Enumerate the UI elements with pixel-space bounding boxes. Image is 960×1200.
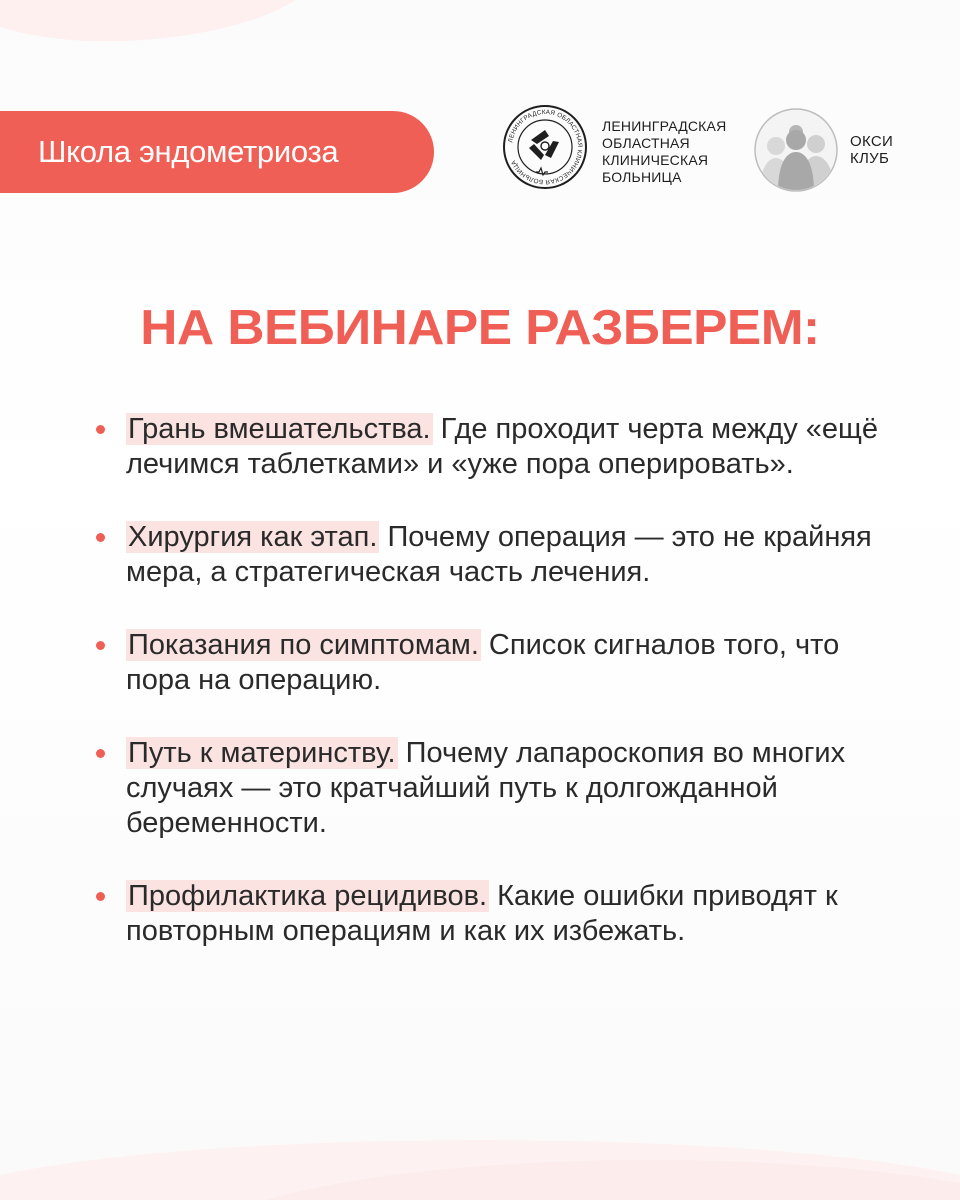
item-title: Путь к материнству. bbox=[128, 737, 396, 769]
item-text: Список сигналов того, что пора на операцию. bbox=[126, 629, 840, 696]
item-text: Какие ошибки приводят к повторным операциям и как их избежать. bbox=[126, 880, 838, 947]
item-title: Показания по симптомам. bbox=[128, 629, 479, 661]
bullet-dot bbox=[96, 641, 105, 650]
background-shape-top bbox=[0, 0, 323, 52]
bullet-dot bbox=[96, 425, 105, 434]
background-wave-bottom bbox=[0, 1140, 960, 1200]
hospital-logo-icon bbox=[502, 104, 588, 190]
oksi-club-name bbox=[850, 133, 893, 167]
oksi-club-name-line: ОКСИ bbox=[850, 133, 894, 150]
hospital-name-line: ЛЕНИНГРАДСКАЯ bbox=[602, 118, 727, 134]
oksi-club-name-line: КЛУБ bbox=[850, 150, 890, 167]
item-title: Грань вмешательства. bbox=[128, 413, 431, 445]
page-title: НА ВЕБИНАРЕ РАЗБЕРЕМ: bbox=[140, 301, 820, 355]
list-item bbox=[96, 412, 896, 482]
list-item bbox=[96, 736, 896, 841]
list-item bbox=[96, 520, 896, 590]
oksi-club-logo-icon bbox=[754, 108, 838, 192]
background-wave-bottom-2 bbox=[200, 1160, 960, 1200]
hospital-name bbox=[602, 118, 742, 186]
topics-list bbox=[96, 412, 896, 949]
bullet-dot bbox=[96, 749, 105, 758]
school-banner bbox=[0, 111, 434, 193]
hospital-ring-text: ЛЕНИНГРАДСКАЯ ОБЛАСТНАЯ КЛИНИЧЕСКАЯ БОЛЬНИЦА bbox=[507, 108, 584, 186]
list-item bbox=[96, 628, 896, 698]
list-item bbox=[96, 879, 896, 949]
item-text: Почему операция — это не крайняя мера, а стратегическая часть лечения. bbox=[126, 521, 872, 588]
item-title: Хирургия как этап. bbox=[128, 521, 378, 553]
item-text: Где проходит черта между «ещё лечимся таблетками» и «уже пора оперировать». bbox=[126, 413, 879, 480]
bullet-dot bbox=[96, 892, 105, 901]
banner-title: Школа эндометриоза bbox=[38, 134, 339, 169]
item-title: Профилактика рецидивов. bbox=[128, 880, 488, 912]
hospital-name-line: ОБЛАСТНАЯ bbox=[602, 135, 690, 151]
hospital-name-line: БОЛЬНИЦА bbox=[602, 169, 682, 185]
item-text: Почему лапароскопия во многих случаях — это кратчайший путь к долгожданной беременности. bbox=[126, 737, 846, 839]
bullet-dot bbox=[96, 533, 105, 542]
hospital-name-line: КЛИНИЧЕСКАЯ bbox=[602, 152, 709, 168]
